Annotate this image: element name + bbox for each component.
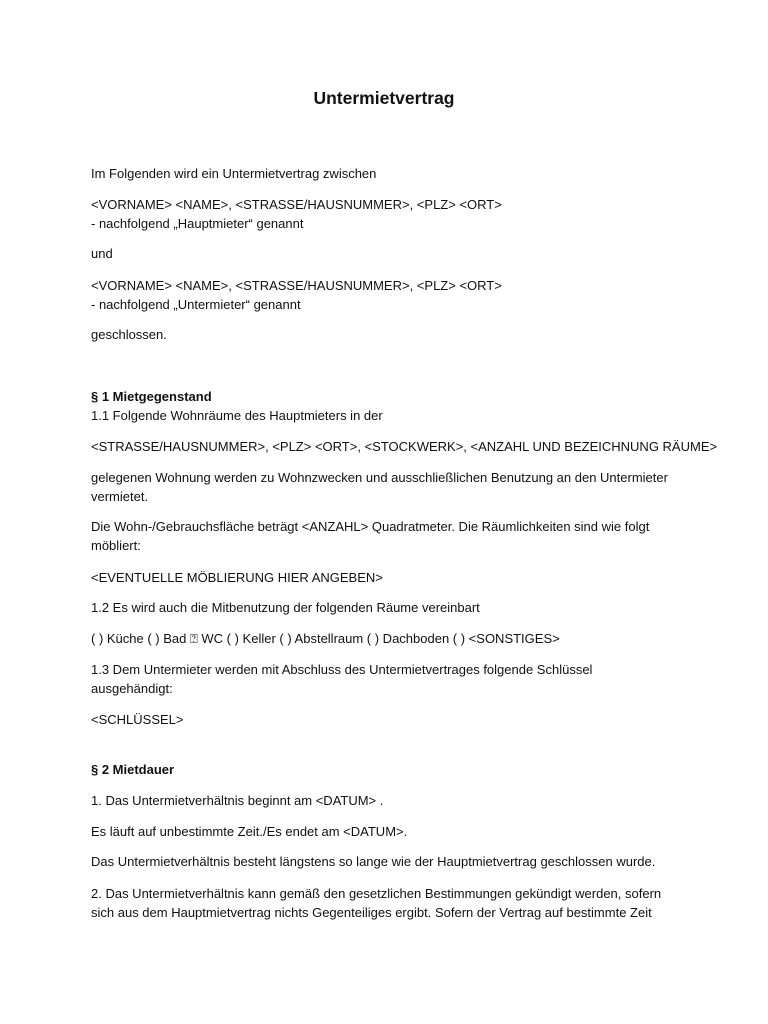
- section2-p2: Es läuft auf unbestimmte Zeit./Es endet am <DATUM>.: [91, 824, 408, 839]
- section1-p1: 1.1 Folgende Wohnräume des Hauptmieters in der: [91, 408, 383, 423]
- section1-p3-line2: ausgehändigt:: [91, 681, 173, 696]
- section2-p4-line1: 2. Das Untermietverhältnis kann gemäß den gesetzlichen Bestimmungen gekündigt werden, sofern: [91, 886, 662, 901]
- and-text: und: [91, 246, 113, 261]
- section1-heading: § 1 Mietgegenstand: [91, 389, 212, 404]
- section2-heading: § 2 Mietdauer: [91, 762, 175, 777]
- document-title: Untermietvertrag: [313, 88, 455, 108]
- section1-p3-line1: 1.3 Dem Untermieter werden mit Abschluss des Untermietvertrages folgende Schlüssel: [91, 662, 593, 677]
- section1-rooms: ( ) Küche ( ) Bad ⍰ WC ( ) Keller ( ) Abstellraum ( ) Dachboden ( ) <SONSTIGES>: [91, 631, 560, 646]
- intro-text: Im Folgenden wird ein Untermietvertrag zwischen: [91, 166, 377, 181]
- section1-area-line1: Die Wohn-/Gebrauchsfläche beträgt <ANZAHL> Quadratmeter. Die Räumlichkeiten sind wie folgt: [91, 519, 650, 534]
- section1-keys: <SCHLÜSSEL>: [91, 712, 184, 727]
- party1-role: - nachfolgend „Hauptmieter“ genannt: [91, 216, 304, 231]
- concluded-text: geschlossen.: [91, 327, 167, 342]
- section1-furnishing: <EVENTUELLE MÖBLIERUNG HIER ANGEBEN>: [91, 570, 383, 585]
- section1-address: <STRASSE/HAUSNUMMER>, <PLZ> <ORT>, <STOCKWERK>, <ANZAHL UND BEZEICHNUNG RÄUME>: [91, 439, 718, 454]
- party2-role: - nachfolgend „Untermieter“ genannt: [91, 297, 301, 312]
- section1-p2: 1.2 Es wird auch die Mitbenutzung der folgenden Räume vereinbart: [91, 600, 480, 615]
- section1-area-line2: möbliert:: [91, 538, 141, 553]
- section2-p1: 1. Das Untermietverhältnis beginnt am <DATUM> .: [91, 793, 384, 808]
- party2-address: <VORNAME> <NAME>, <STRASSE/HAUSNUMMER>, <PLZ> <ORT>: [91, 278, 502, 293]
- section2-p3: Das Untermietverhältnis besteht längstens so lange wie der Hauptmietvertrag geschlossen wurde.: [91, 854, 656, 869]
- section2-p4-line2: sich aus dem Hauptmietvertrag nichts Gegenteiliges ergibt. Sofern der Vertrag auf bestimmte Zeit: [91, 905, 652, 920]
- section1-purpose-line2: vermietet.: [91, 489, 149, 504]
- party1-address: <VORNAME> <NAME>, <STRASSE/HAUSNUMMER>, <PLZ> <ORT>: [91, 197, 502, 212]
- section1-purpose-line1: gelegenen Wohnung werden zu Wohnzwecken und ausschließlichen Benutzung an den Untermieter: [91, 470, 668, 485]
